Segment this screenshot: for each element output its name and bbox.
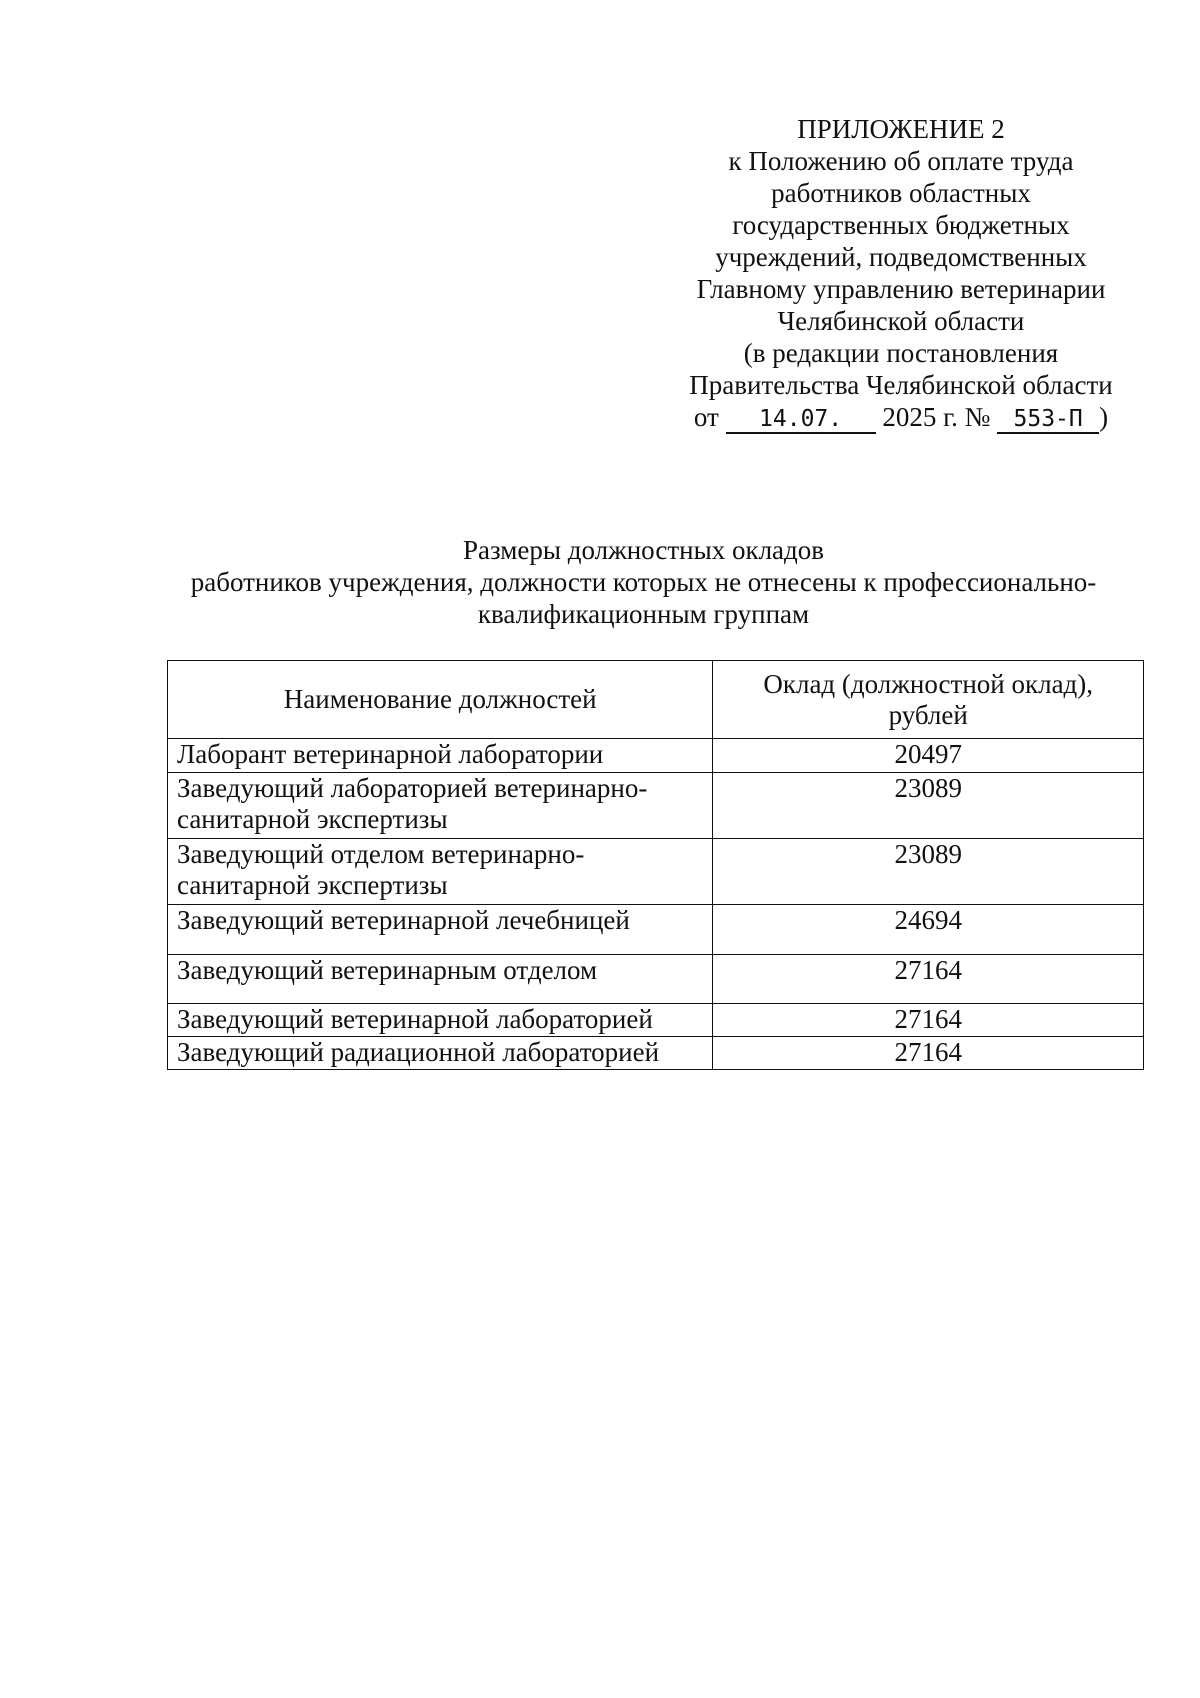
closing-paren: ) xyxy=(1099,402,1109,432)
resolution-date: 14.07. xyxy=(726,406,876,434)
table-row xyxy=(168,1004,1144,1037)
date-prefix: от xyxy=(693,402,719,432)
salary-cell: 23089 xyxy=(713,773,1144,839)
appendix-line: (в редакции постановления xyxy=(743,338,1059,368)
appendix-header xyxy=(660,113,1142,434)
title-line: Размеры должностных окладов xyxy=(462,535,825,565)
appendix-line: Правительства Челябинской области xyxy=(689,370,1113,400)
header-salary: Оклад (должностной оклад), рублей xyxy=(713,661,1144,739)
table-row xyxy=(168,955,1144,1004)
document-title xyxy=(150,534,1137,630)
position-cell: Заведующий ветеринарной лечебницей xyxy=(168,905,713,955)
title-line: работников учреждения, должности которых не отнесены к профессионально- xyxy=(190,567,1097,597)
appendix-line: работников областных xyxy=(771,178,1031,208)
resolution-number: 553-П xyxy=(997,406,1099,434)
appendix-line: государственных бюджетных xyxy=(732,210,1070,240)
salary-cell: 24694 xyxy=(713,905,1144,955)
year-text: 2025 г. № xyxy=(882,402,991,432)
position-cell: Заведующий ветеринарным отделом xyxy=(168,955,713,1004)
appendix-line: Главному управлению ветеринарии xyxy=(696,274,1106,304)
salary-cell: 20497 xyxy=(713,739,1144,773)
table-row xyxy=(168,739,1144,773)
position-cell: Заведующий ветеринарной лабораторией xyxy=(168,1004,713,1037)
title-line: квалификационным группам xyxy=(477,599,810,629)
salary-cell: 27164 xyxy=(713,1037,1144,1070)
position-cell: Заведующий радиационной лабораторией xyxy=(168,1037,713,1070)
table-row xyxy=(168,773,1144,839)
salary-cell: 23089 xyxy=(713,839,1144,905)
appendix-line: Челябинской области xyxy=(777,306,1025,336)
appendix-line: учреждений, подведомственных xyxy=(715,242,1087,272)
salary-cell: 27164 xyxy=(713,955,1144,1004)
table-row xyxy=(168,1037,1144,1070)
table-row xyxy=(168,905,1144,955)
position-cell: Заведующий лабораторией ветеринарно-санитарной экспертизы xyxy=(168,773,713,839)
table-header-row xyxy=(168,661,1144,739)
position-cell: Заведующий отделом ветеринарно-санитарной экспертизы xyxy=(168,839,713,905)
position-cell: Лаборант ветеринарной лаборатории xyxy=(168,739,713,773)
appendix-date-line xyxy=(660,401,1142,434)
header-position: Наименование должностей xyxy=(168,661,713,739)
table-row xyxy=(168,839,1144,905)
salary-table xyxy=(167,660,1144,1070)
salary-cell: 27164 xyxy=(713,1004,1144,1037)
appendix-title: ПРИЛОЖЕНИЕ 2 xyxy=(797,114,1005,144)
appendix-line: к Положению об оплате труда xyxy=(728,146,1074,176)
